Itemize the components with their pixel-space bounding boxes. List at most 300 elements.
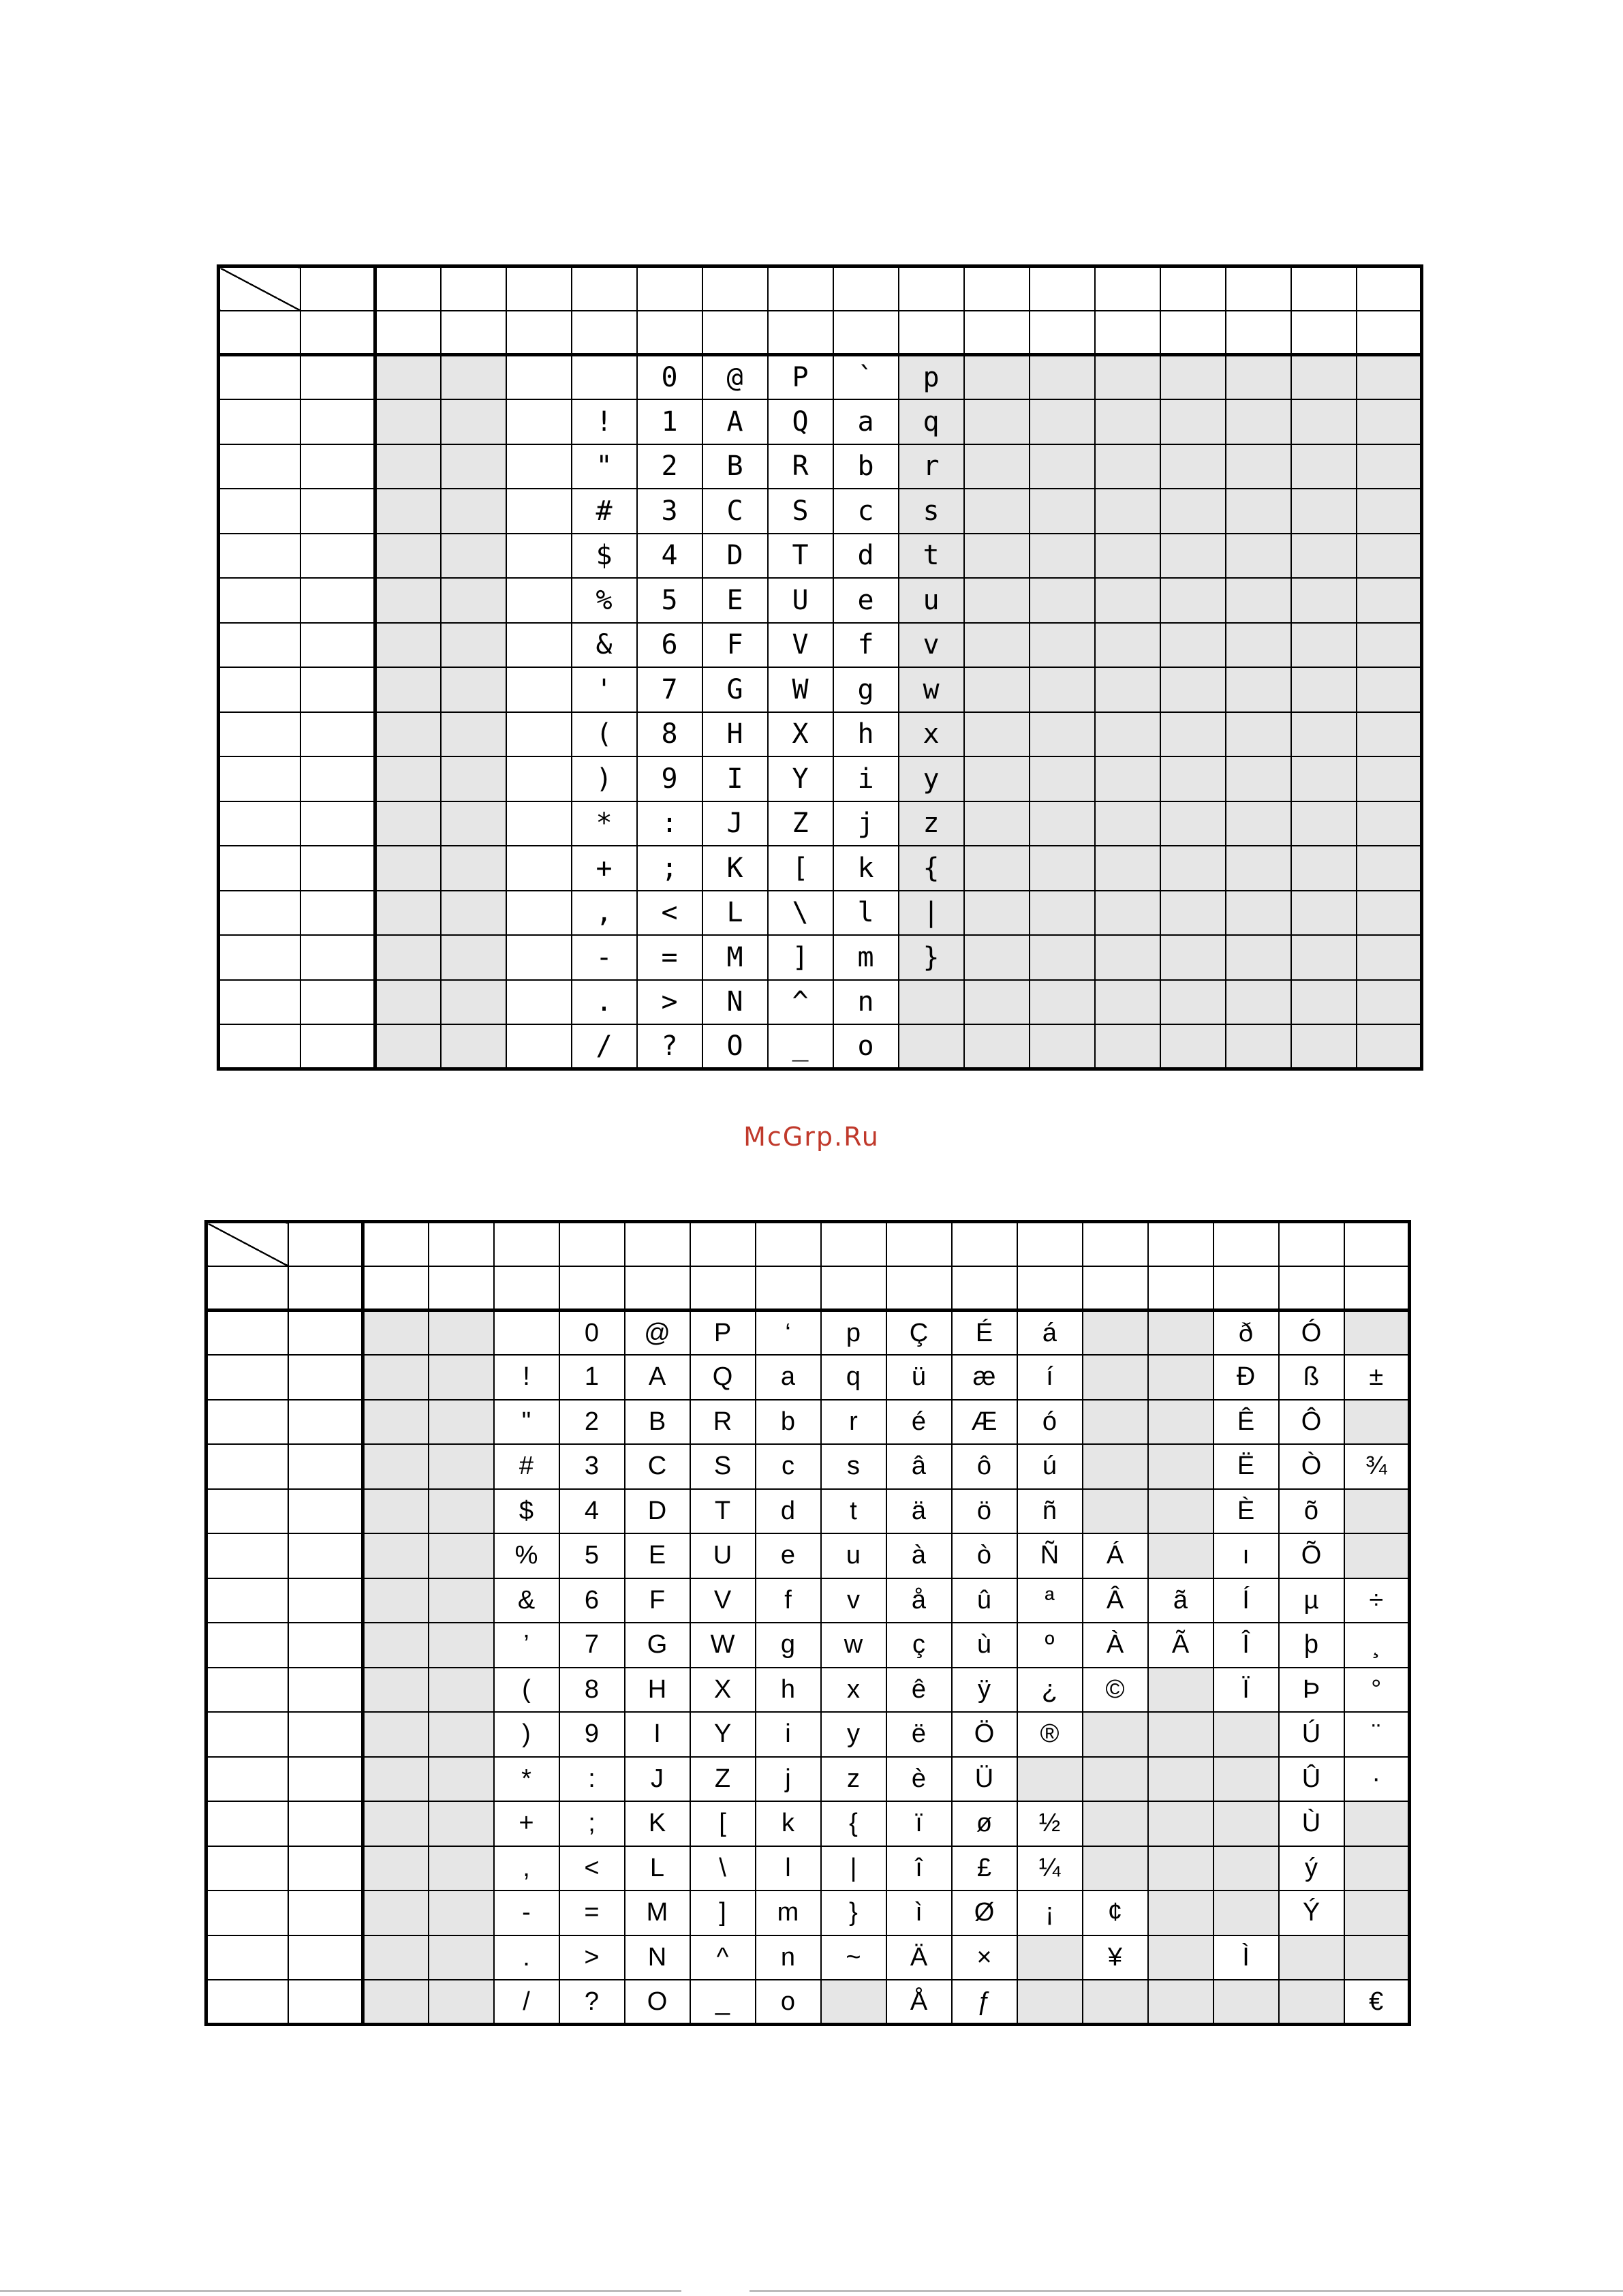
char-cell: ú	[1017, 1444, 1083, 1489]
char-cell	[1291, 534, 1357, 579]
char-cell	[375, 667, 441, 712]
row-code-cell	[219, 444, 300, 489]
char-cell	[1357, 578, 1422, 623]
char-cell: %	[572, 578, 637, 623]
char-cell	[375, 1024, 441, 1069]
header-cell	[1083, 1266, 1148, 1311]
char-cell	[1030, 534, 1095, 579]
char-cell: Ä	[886, 1935, 952, 1980]
char-cell: @	[702, 355, 768, 400]
header-cell	[702, 266, 768, 311]
table-row	[206, 1846, 1410, 1891]
char-cell: 9	[559, 1712, 625, 1757]
row-code-cell	[288, 1801, 363, 1846]
char-cell: $	[572, 534, 637, 579]
row-code-cell	[300, 578, 375, 623]
char-cell: .	[572, 980, 637, 1025]
char-cell: ¿	[1017, 1668, 1083, 1713]
char-cell	[1357, 399, 1422, 444]
table-row	[219, 489, 1422, 534]
char-cell	[1160, 534, 1226, 579]
char-cell: r	[821, 1400, 886, 1445]
table-row	[219, 756, 1422, 801]
table-row	[206, 1980, 1410, 2025]
char-cell: \	[768, 891, 833, 936]
char-cell: Î	[1214, 1623, 1279, 1668]
char-cell	[1357, 489, 1422, 534]
char-cell: v	[899, 623, 964, 668]
char-cell: m	[756, 1891, 821, 1935]
char-cell	[1226, 623, 1291, 668]
char-cell	[1226, 444, 1291, 489]
char-cell	[375, 712, 441, 757]
header-cell	[1344, 1266, 1410, 1311]
char-cell	[1357, 667, 1422, 712]
char-cell	[1160, 935, 1226, 980]
char-cell: ü	[886, 1355, 952, 1400]
char-cell: }	[899, 935, 964, 980]
char-cell: Å	[886, 1980, 952, 2025]
table-row	[206, 1623, 1410, 1668]
char-cell	[1148, 1533, 1214, 1578]
table-row	[206, 1311, 1410, 1356]
char-cell	[964, 578, 1030, 623]
char-cell	[441, 623, 506, 668]
char-cell	[506, 355, 572, 400]
char-cell: /	[494, 1980, 559, 2025]
char-cell	[1095, 489, 1160, 534]
row-code-cell	[206, 1980, 288, 2025]
table-row	[206, 1668, 1410, 1713]
row-code-cell	[300, 534, 375, 579]
char-cell	[1291, 489, 1357, 534]
char-cell	[1357, 1024, 1422, 1069]
char-cell	[1095, 355, 1160, 400]
row-code-cell	[288, 1980, 363, 2025]
char-cell: j	[756, 1757, 821, 1802]
char-cell	[821, 1980, 886, 2025]
header-cell	[1344, 1222, 1410, 1266]
char-cell	[363, 1712, 429, 1757]
header-cell	[637, 311, 702, 355]
char-cell: p	[899, 355, 964, 400]
char-cell	[1279, 1935, 1344, 1980]
char-cell	[1030, 846, 1095, 891]
char-cell: ö	[952, 1489, 1017, 1534]
char-cell	[1291, 1024, 1357, 1069]
char-cell	[1083, 1489, 1148, 1534]
char-cell	[1279, 1980, 1344, 2025]
char-cell: í	[1017, 1355, 1083, 1400]
char-cell	[1357, 980, 1422, 1025]
char-cell: q	[899, 399, 964, 444]
char-cell: D	[702, 534, 768, 579]
table-row	[206, 1533, 1410, 1578]
char-cell: ƒ	[952, 1980, 1017, 2025]
row-code-cell	[288, 1712, 363, 1757]
char-cell	[1291, 712, 1357, 757]
char-cell	[429, 1668, 494, 1713]
char-cell: c	[756, 1444, 821, 1489]
char-cell: 4	[559, 1489, 625, 1534]
char-cell: 1	[637, 399, 702, 444]
char-cell	[506, 667, 572, 712]
header-cell	[952, 1266, 1017, 1311]
char-cell	[1226, 578, 1291, 623]
char-cell: n	[756, 1935, 821, 1980]
char-cell	[506, 846, 572, 891]
char-cell	[441, 935, 506, 980]
char-cell: !	[494, 1355, 559, 1400]
char-cell: ¥	[1083, 1935, 1148, 1980]
char-cell: %	[494, 1533, 559, 1578]
header-cell	[363, 1266, 429, 1311]
char-cell: Á	[1083, 1533, 1148, 1578]
char-cell	[429, 1935, 494, 1980]
char-cell	[1160, 801, 1226, 846]
char-cell: ,	[572, 891, 637, 936]
char-cell: ë	[886, 1712, 952, 1757]
char-cell	[363, 1801, 429, 1846]
char-cell: 6	[559, 1578, 625, 1623]
char-cell: y	[899, 756, 964, 801]
char-cell	[964, 980, 1030, 1025]
char-cell: â	[886, 1444, 952, 1489]
table-row	[219, 444, 1422, 489]
header-cell	[1279, 1266, 1344, 1311]
char-cell: H	[702, 712, 768, 757]
table-row	[219, 846, 1422, 891]
char-cell: æ	[952, 1355, 1017, 1400]
char-cell: ô	[952, 1444, 1017, 1489]
char-cell: B	[625, 1400, 690, 1445]
char-cell	[375, 980, 441, 1025]
header-cell	[690, 1266, 756, 1311]
char-cell: '	[572, 667, 637, 712]
char-cell	[506, 712, 572, 757]
char-cell: ¸	[1344, 1623, 1410, 1668]
row-code-cell	[219, 801, 300, 846]
char-cell: Z	[690, 1757, 756, 1802]
char-cell: }	[821, 1891, 886, 1935]
row-code-cell	[206, 1801, 288, 1846]
char-cell: ;	[637, 846, 702, 891]
row-code-cell	[206, 1891, 288, 1935]
header-cell	[1095, 266, 1160, 311]
char-cell	[375, 935, 441, 980]
char-cell	[375, 355, 441, 400]
char-cell	[1214, 1846, 1279, 1891]
table-row	[219, 534, 1422, 579]
char-cell: ¼	[1017, 1846, 1083, 1891]
char-cell: )	[494, 1712, 559, 1757]
char-cell	[1291, 891, 1357, 936]
char-cell: 7	[559, 1623, 625, 1668]
char-cell: s	[821, 1444, 886, 1489]
char-cell	[1148, 1355, 1214, 1400]
char-cell: ó	[1017, 1400, 1083, 1445]
char-cell: c	[833, 489, 899, 534]
char-cell: 1	[559, 1355, 625, 1400]
char-cell	[1095, 444, 1160, 489]
header-cell	[1226, 311, 1291, 355]
char-cell: M	[625, 1891, 690, 1935]
row-code-cell	[206, 1311, 288, 1356]
char-cell: F	[702, 623, 768, 668]
char-cell	[964, 355, 1030, 400]
char-cell: 6	[637, 623, 702, 668]
header-cell	[300, 266, 375, 311]
char-cell	[1226, 1024, 1291, 1069]
char-cell	[1344, 1935, 1410, 1980]
char-cell	[1095, 578, 1160, 623]
char-cell: ]	[768, 935, 833, 980]
char-cell: ;	[559, 1801, 625, 1846]
char-cell	[1148, 1846, 1214, 1891]
char-cell: Ì	[1214, 1935, 1279, 1980]
char-cell: u	[899, 578, 964, 623]
corner-diagonal-cell	[219, 266, 300, 311]
char-cell	[1095, 801, 1160, 846]
char-cell: Õ	[1279, 1533, 1344, 1578]
char-cell	[429, 1533, 494, 1578]
char-cell: S	[690, 1444, 756, 1489]
row-code-cell	[288, 1891, 363, 1935]
char-cell: Â	[1083, 1578, 1148, 1623]
char-cell	[363, 1489, 429, 1534]
char-cell	[375, 489, 441, 534]
header-cell	[625, 1222, 690, 1266]
header-cell	[1291, 311, 1357, 355]
char-cell: 8	[637, 712, 702, 757]
header-cell	[637, 266, 702, 311]
footer-divider	[0, 2290, 1623, 2292]
char-cell: j	[833, 801, 899, 846]
char-cell	[375, 399, 441, 444]
char-cell: £	[952, 1846, 1017, 1891]
char-cell: ¾	[1344, 1444, 1410, 1489]
char-cell	[1030, 667, 1095, 712]
header-cell	[833, 311, 899, 355]
header-cell	[1095, 311, 1160, 355]
char-cell: ©	[1083, 1668, 1148, 1713]
char-cell: I	[625, 1712, 690, 1757]
header-cell	[441, 266, 506, 311]
header-cell	[494, 1222, 559, 1266]
char-cell	[375, 756, 441, 801]
header-cell	[288, 1222, 363, 1266]
row-code-cell	[219, 891, 300, 936]
char-cell: w	[899, 667, 964, 712]
char-cell: W	[690, 1623, 756, 1668]
table-row	[219, 399, 1422, 444]
char-cell	[964, 399, 1030, 444]
char-cell: U	[690, 1533, 756, 1578]
row-code-cell	[300, 756, 375, 801]
header-cell	[1214, 1266, 1279, 1311]
char-cell: N	[625, 1935, 690, 1980]
header-cell	[1160, 266, 1226, 311]
char-cell: a	[756, 1355, 821, 1400]
char-cell: Ù	[1279, 1801, 1344, 1846]
char-cell	[964, 1024, 1030, 1069]
char-cell: É	[952, 1311, 1017, 1356]
char-cell: e	[756, 1533, 821, 1578]
char-cell: á	[1017, 1311, 1083, 1356]
char-cell: H	[625, 1668, 690, 1713]
char-cell	[1017, 1757, 1083, 1802]
char-cell: f	[756, 1578, 821, 1623]
header-cell	[952, 1222, 1017, 1266]
char-cell	[1291, 801, 1357, 846]
row-code-cell	[288, 1400, 363, 1445]
header-cell	[899, 266, 964, 311]
char-cell	[363, 1400, 429, 1445]
char-cell: 3	[559, 1444, 625, 1489]
header-cell	[1291, 266, 1357, 311]
char-cell	[441, 399, 506, 444]
char-cell	[1226, 935, 1291, 980]
char-cell	[964, 534, 1030, 579]
row-code-cell	[300, 846, 375, 891]
char-cell	[1291, 846, 1357, 891]
char-cell	[964, 623, 1030, 668]
char-cell	[1030, 623, 1095, 668]
char-cell	[899, 1024, 964, 1069]
table-row	[206, 1712, 1410, 1757]
char-cell	[1226, 489, 1291, 534]
char-cell: 3	[637, 489, 702, 534]
char-cell: V	[768, 623, 833, 668]
char-cell: þ	[1279, 1623, 1344, 1668]
header-cell	[506, 266, 572, 311]
char-cell: 7	[637, 667, 702, 712]
char-cell: g	[833, 667, 899, 712]
header-cell	[702, 311, 768, 355]
char-cell: ý	[1279, 1846, 1344, 1891]
char-cell	[964, 891, 1030, 936]
char-cell: _	[690, 1980, 756, 2025]
char-cell	[1160, 980, 1226, 1025]
char-cell	[1083, 1846, 1148, 1891]
char-cell: [	[768, 846, 833, 891]
char-cell	[363, 1623, 429, 1668]
row-code-cell	[300, 355, 375, 400]
char-cell: *	[572, 801, 637, 846]
char-cell: !	[572, 399, 637, 444]
table-row	[219, 1024, 1422, 1069]
char-cell	[1030, 578, 1095, 623]
char-cell: ñ	[1017, 1489, 1083, 1534]
char-cell	[506, 489, 572, 534]
char-cell: ±	[1344, 1355, 1410, 1400]
char-cell	[1148, 1311, 1214, 1356]
char-cell	[1160, 712, 1226, 757]
char-cell	[429, 1400, 494, 1445]
char-cell	[375, 801, 441, 846]
char-cell	[1226, 355, 1291, 400]
char-cell	[964, 667, 1030, 712]
char-cell	[441, 801, 506, 846]
char-cell	[1148, 1757, 1214, 1802]
char-cell	[1291, 756, 1357, 801]
char-cell	[375, 846, 441, 891]
char-cell	[1291, 980, 1357, 1025]
char-cell: X	[690, 1668, 756, 1713]
char-cell: Ø	[952, 1891, 1017, 1935]
char-cell: t	[899, 534, 964, 579]
char-cell	[1083, 1311, 1148, 1356]
header-cell	[756, 1266, 821, 1311]
char-cell	[1148, 1444, 1214, 1489]
char-cell: A	[702, 399, 768, 444]
char-cell	[1095, 1024, 1160, 1069]
char-cell	[1030, 489, 1095, 534]
char-cell: Í	[1214, 1578, 1279, 1623]
char-cell	[441, 355, 506, 400]
char-cell	[1030, 712, 1095, 757]
table-row	[219, 935, 1422, 980]
char-cell: å	[886, 1578, 952, 1623]
char-cell: *	[494, 1757, 559, 1802]
char-cell: <	[637, 891, 702, 936]
char-cell	[363, 1533, 429, 1578]
char-cell: P	[768, 355, 833, 400]
char-cell: s	[899, 489, 964, 534]
row-code-cell	[288, 1355, 363, 1400]
char-cell: 8	[559, 1668, 625, 1713]
char-cell: #	[572, 489, 637, 534]
char-cell	[964, 489, 1030, 534]
char-cell: i	[756, 1712, 821, 1757]
char-cell: ð	[1214, 1311, 1279, 1356]
header-cell	[300, 311, 375, 355]
char-cell	[494, 1311, 559, 1356]
char-cell: Q	[768, 399, 833, 444]
header-cell	[1083, 1222, 1148, 1266]
char-cell: |	[899, 891, 964, 936]
char-cell	[506, 399, 572, 444]
char-cell	[1357, 355, 1422, 400]
char-cell	[429, 1623, 494, 1668]
char-cell: 5	[559, 1533, 625, 1578]
char-cell: ı	[1214, 1533, 1279, 1578]
char-cell	[363, 1444, 429, 1489]
char-cell: &	[494, 1578, 559, 1623]
char-cell: ×	[952, 1935, 1017, 1980]
char-cell: |	[821, 1846, 886, 1891]
char-cell: v	[821, 1578, 886, 1623]
char-cell	[1030, 1024, 1095, 1069]
char-cell: :	[637, 801, 702, 846]
char-cell	[1160, 578, 1226, 623]
char-cell	[1160, 399, 1226, 444]
char-cell	[429, 1891, 494, 1935]
char-cell	[1095, 980, 1160, 1025]
header-cell	[1148, 1222, 1214, 1266]
char-cell	[1214, 1712, 1279, 1757]
char-cell	[1291, 935, 1357, 980]
char-cell: r	[899, 444, 964, 489]
header-cell	[375, 266, 441, 311]
char-cell: =	[559, 1891, 625, 1935]
char-cell	[375, 623, 441, 668]
char-cell: F	[625, 1578, 690, 1623]
row-code-cell	[206, 1757, 288, 1802]
row-code-cell	[206, 1355, 288, 1400]
char-cell: õ	[1279, 1489, 1344, 1534]
char-cell	[1291, 355, 1357, 400]
